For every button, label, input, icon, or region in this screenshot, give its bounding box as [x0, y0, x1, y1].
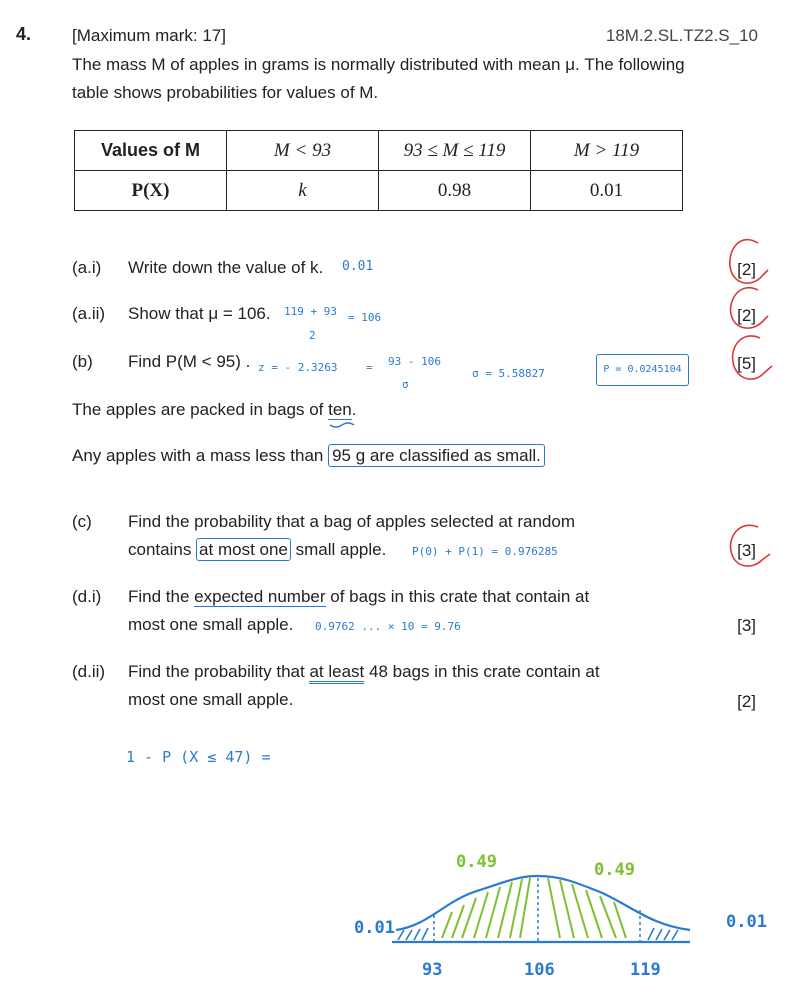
sketch-label-left-mid: 0.49: [456, 852, 497, 872]
intro-line-2: table shows probabilities for values of M.: [72, 83, 379, 102]
bell-curve: [396, 876, 690, 930]
part-text-line-1: Find the probability that a bag of apples selected at random: [128, 512, 576, 531]
part-label: (a.ii): [72, 304, 106, 323]
part-text: 48 bags in this crate contain at: [364, 662, 600, 681]
sketch-label-left-tail: 0.01: [354, 918, 395, 938]
sketch-x-label: 119: [630, 960, 661, 980]
middle-hatching: [442, 878, 626, 938]
part-text-line-2: most one small apple.: [128, 690, 294, 709]
handwritten-working: 1 - P (X ≤ 47) =: [126, 748, 271, 766]
mark-allocation: [2]: [737, 306, 756, 325]
part-text: Show that μ = 106.: [128, 304, 271, 323]
table-cell: k: [227, 171, 379, 211]
mark-allocation: [2]: [737, 692, 756, 711]
part-text: Find P(M < 95) .: [128, 352, 251, 371]
handwritten-answer: 0.01: [342, 259, 374, 274]
handwritten-fraction-numerator: 119 + 93: [284, 305, 337, 318]
mark-allocation: [3]: [737, 541, 756, 560]
part-underlined-text: at least: [309, 662, 364, 684]
part-label: (c): [72, 512, 92, 531]
handwritten-equals: =: [366, 361, 373, 374]
table-cell: 0.98: [379, 171, 531, 211]
part-label: (a.i): [72, 258, 102, 277]
part-text: contains: [128, 540, 197, 559]
table-cell: 0.01: [531, 171, 683, 211]
table-header-cell: 93 ≤ M ≤ 119: [379, 131, 531, 171]
table-header-cell: M > 119: [531, 131, 683, 171]
part-label: (d.i): [72, 587, 102, 606]
intro-line-1: The mass M of apples in grams is normally distributed with mean μ. The following: [72, 55, 685, 74]
part-label: (b): [72, 352, 93, 371]
handwritten-z-value: z = - 2.3263: [258, 361, 338, 374]
sketch-x-label: 93: [422, 960, 443, 980]
table-cell: P(X): [75, 171, 227, 211]
sketch-label-right-tail: 0.01: [726, 912, 767, 932]
handwritten-fraction-numerator: 93 - 106: [388, 355, 441, 368]
handwritten-answer: 0.9762 ... × 10 = 9.76: [315, 620, 461, 633]
part-text-line-2: most one small apple.: [128, 615, 294, 634]
question-number: 4.: [16, 24, 32, 44]
part-text: small apple.: [290, 540, 387, 559]
part-label: (d.ii): [72, 662, 106, 681]
handwritten-sigma: σ = 5.58827: [472, 367, 545, 380]
handwritten-result: = 106: [348, 311, 382, 324]
part-text: Find the probability that: [128, 662, 310, 681]
small-text: Any apples with a mass less than: [72, 446, 329, 465]
mark-allocation: [5]: [737, 354, 756, 373]
mark-allocation: [3]: [737, 616, 756, 635]
bags-text: The apples are packed in bags of: [72, 400, 329, 419]
bags-underlined: ten: [328, 400, 352, 419]
small-boxed: 95 g are classified as small.: [328, 444, 545, 467]
part-boxed-text: at most one: [196, 538, 291, 561]
part-underlined-text: expected number: [194, 587, 326, 606]
sketch-label-right-mid: 0.49: [594, 860, 635, 880]
handwritten-fraction-denominator: σ: [402, 378, 409, 391]
handwritten-fraction-denominator: 2: [309, 329, 316, 342]
bags-end: .: [351, 400, 357, 419]
max-mark: [Maximum mark: 17]: [72, 26, 226, 45]
table-header-cell: Values of M: [75, 131, 227, 171]
part-text: of bags in this crate that contain at: [325, 587, 590, 606]
handwritten-answer: P(0) + P(1) = 0.976285: [412, 545, 558, 558]
part-text: Write down the value of k.: [128, 258, 324, 277]
table-header-cell: M < 93: [227, 131, 379, 171]
sketch-x-label: 106: [524, 960, 555, 980]
mark-allocation: [2]: [737, 260, 756, 279]
handwritten-boxed-answer: P = 0.0245104: [596, 354, 689, 386]
part-text: Find the: [128, 587, 195, 606]
question-code: 18M.2.SL.TZ2.S_10: [605, 26, 758, 45]
